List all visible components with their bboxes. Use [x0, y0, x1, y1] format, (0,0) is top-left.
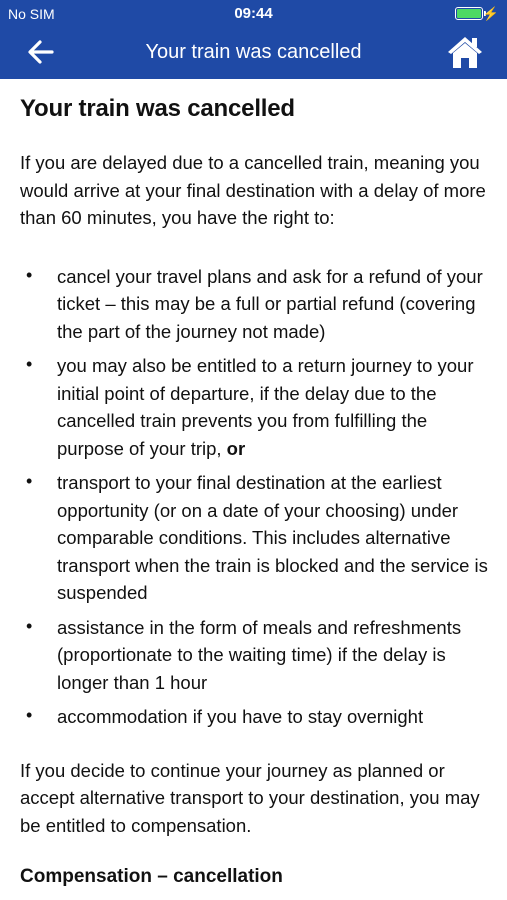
bullet: • [26, 354, 33, 374]
list-item: • you may also be entitled to a return journey to your initial point of departure, if the delay due to the cancelled train prevents you from fulfilling the purpose of your trip, or [20, 352, 490, 462]
list-item: • assistance in the form of meals and refreshments (proportionate to the waiting time) if the delay is longer than 1 hour [20, 614, 490, 697]
article [20, 95, 490, 888]
bullet: • [26, 471, 33, 491]
list-item: • cancel your travel plans and ask for a refund of your ticket – this may be a full or partial refund (covering the part of the journey not made) [20, 263, 490, 346]
rights-list [20, 263, 490, 731]
home-icon[interactable] [447, 35, 483, 69]
list-item: • accommodation if you have to stay overnight [20, 703, 490, 731]
carrier-label: No SIM [8, 6, 55, 22]
battery-icon [455, 7, 483, 20]
nav-title: Your train was cancelled [145, 41, 362, 63]
clock-label: 09:44 [234, 5, 273, 22]
section-subheading: Compensation – cancellation [20, 866, 283, 887]
list-item: • transport to your final destination at the earliest opportunity (or on a date of your choosing) under comparable conditions. This includes alternative transport when the train is blocked and the service is suspended [20, 469, 490, 607]
charging-icon: ⚡ [482, 6, 499, 21]
bullet: • [26, 615, 33, 636]
bullet: • [26, 264, 33, 285]
page-title: Your train was cancelled [20, 95, 295, 122]
outro-paragraph: If you decide to continue your journey as planned or accept alternative transport to your destination, you may be entitled to compensation. [20, 759, 480, 836]
bold-or: or [226, 437, 246, 459]
back-arrow-icon[interactable] [26, 37, 56, 67]
bullet: • [26, 705, 33, 725]
intro-paragraph: If you are delayed due to a cancelled train, meaning you would arrive at your final destination with a delay of more than 60 minutes, you have the right to: [20, 152, 486, 228]
header-bar [0, 0, 507, 79]
status-bar [0, 0, 507, 28]
